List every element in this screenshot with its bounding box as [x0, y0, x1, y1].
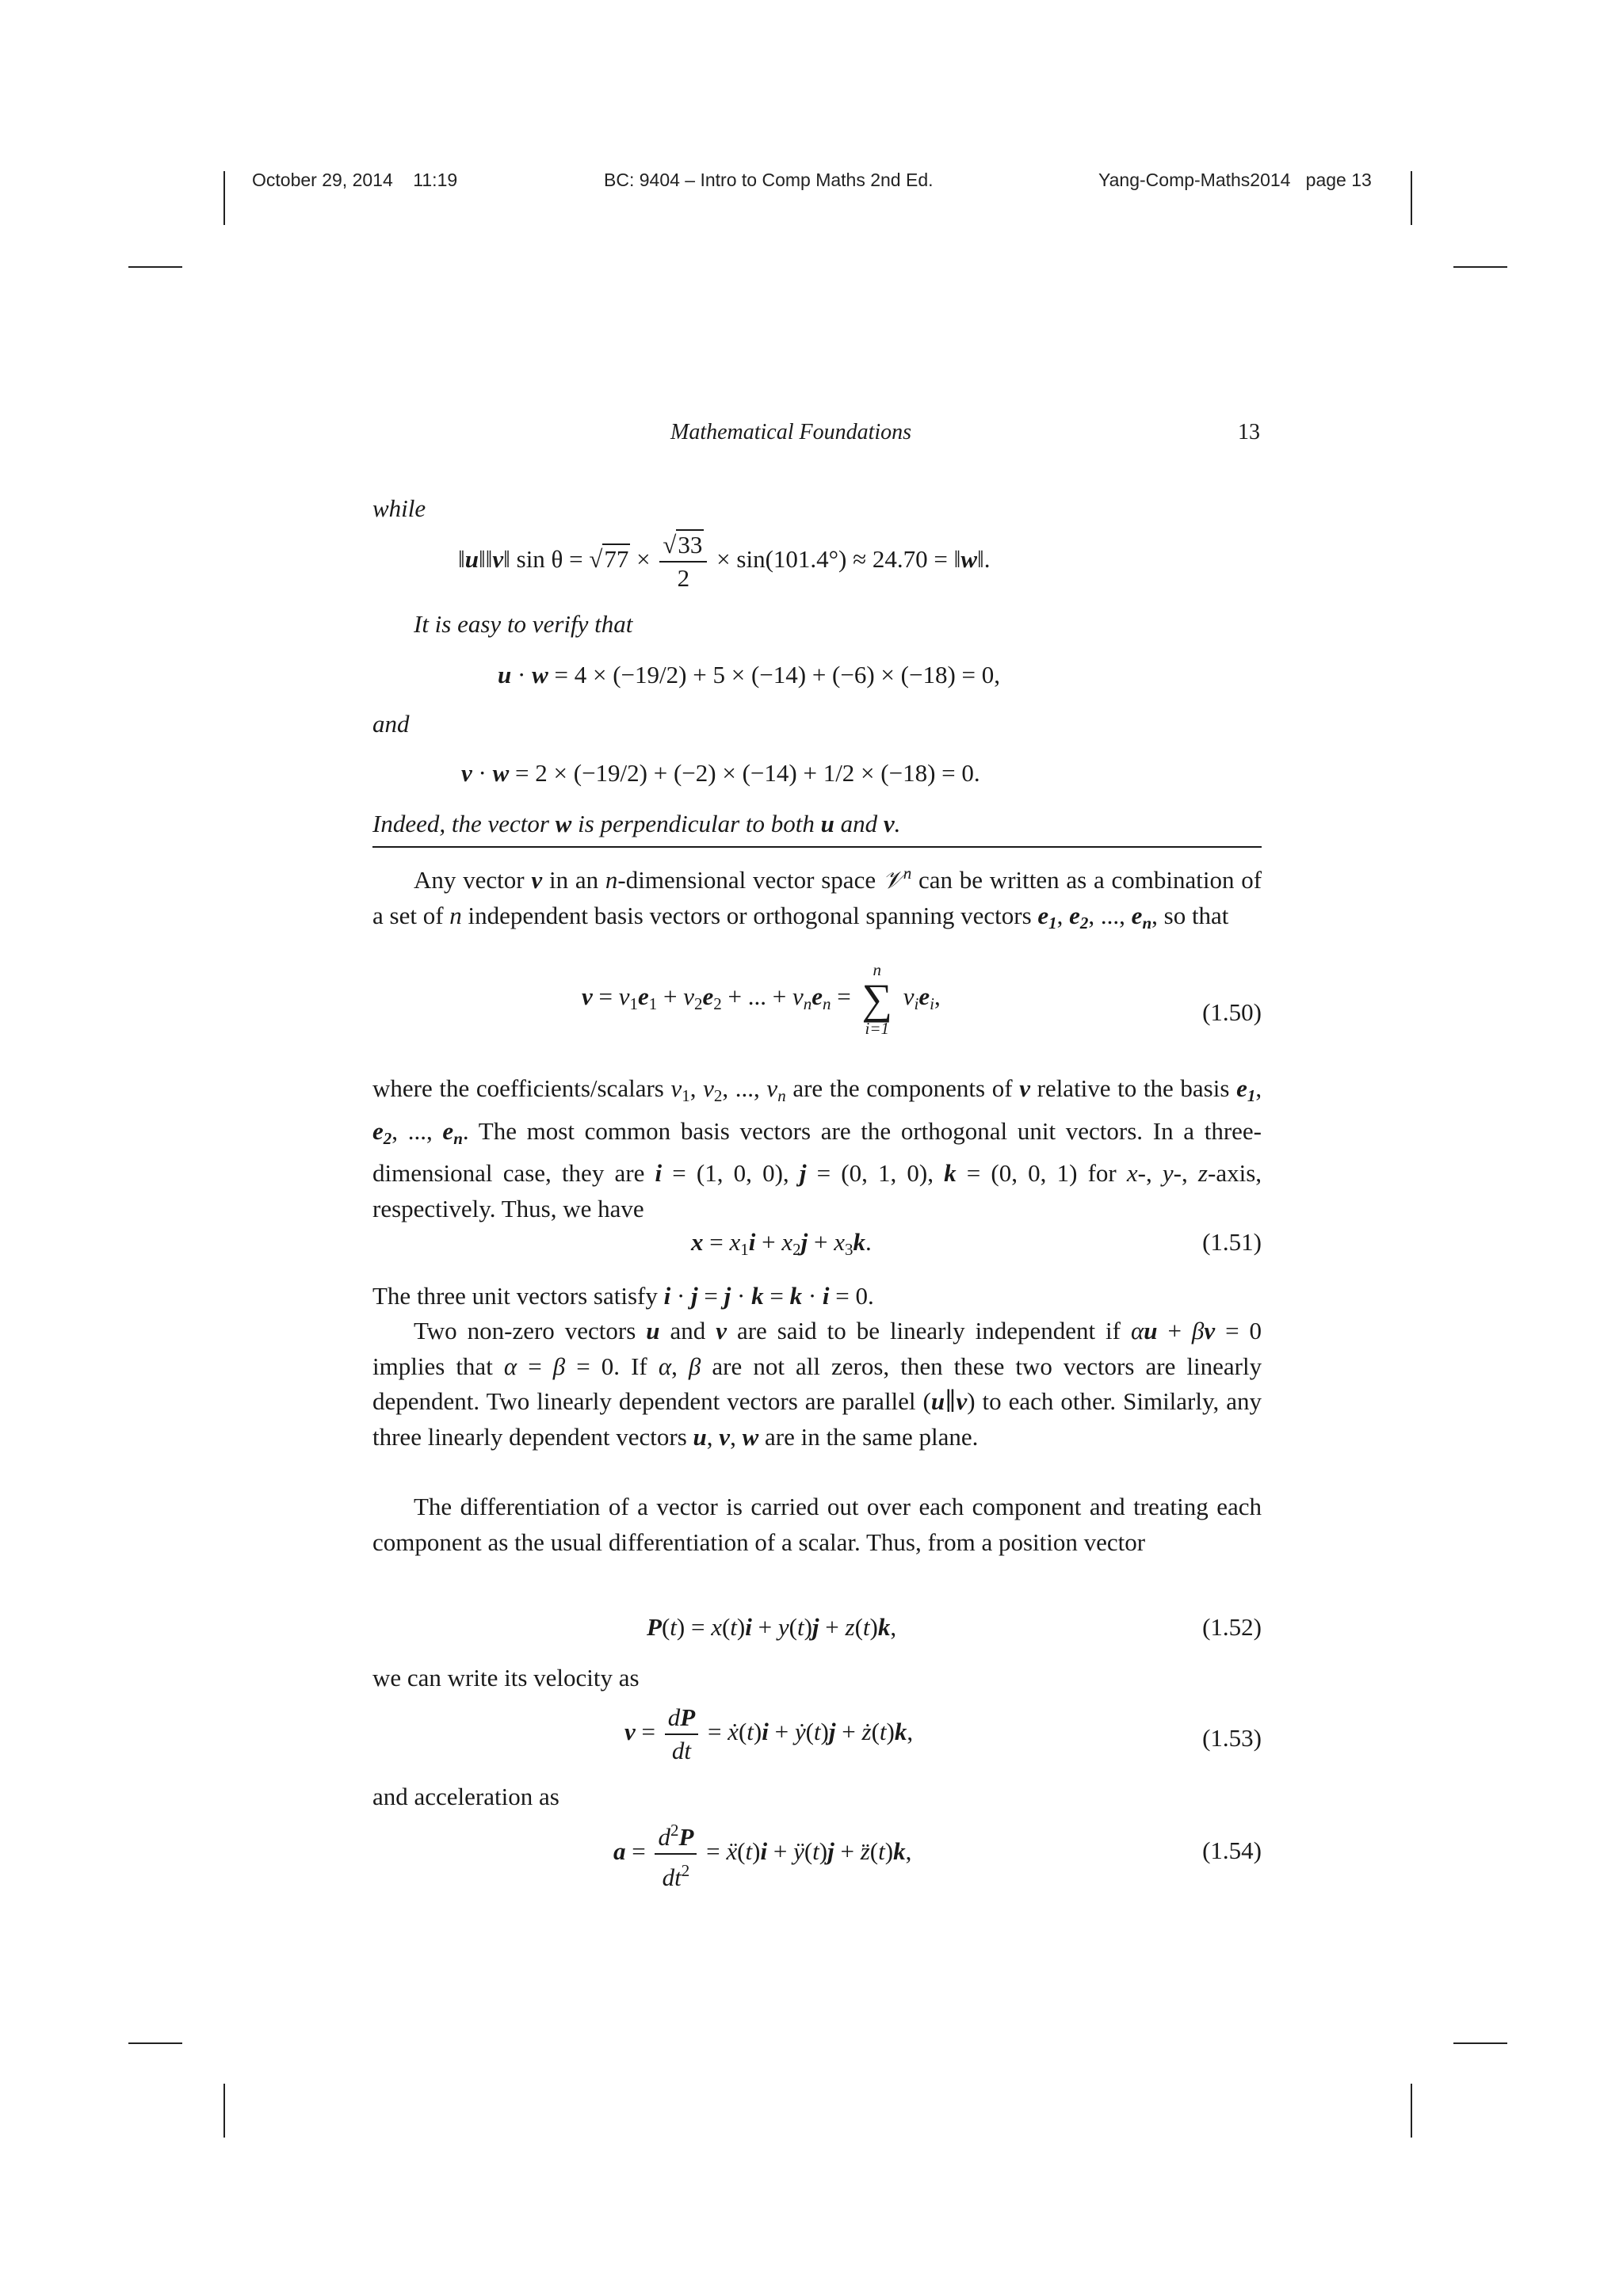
- crop-mark: [1411, 171, 1412, 225]
- word-and: and: [372, 710, 410, 738]
- paragraph-basis-vectors: Any vector v in an n-dimensional vector space 𝒱$^n$ can be written as a combination of a set of n independent basis vectors or orthogonal spanning vectors $e_1$, $e_2$, ..., $e_n$, so that: [372, 864, 1262, 933]
- crop-mark: [1453, 266, 1507, 268]
- paragraph-linear-independence: Two non-zero vectors u and v are said to be linearly independent if αu + βv = 0 implies that α = β = 0. If α, β are not all zeros, then these two vectors are linearly dependent. Two linearly dependent vectors are parallel (u∥v) to each other. Similarly, any three linearly dependent vectors u, v, w are in the same plane.: [372, 1317, 1262, 1451]
- crop-mark: [128, 266, 182, 268]
- equation-number: (1.53): [1202, 1724, 1262, 1752]
- equation-1-52: P(t) = x(t)i + y(t)j + z(t)k,: [647, 1613, 897, 1641]
- text-acceleration: and acceleration as: [372, 1783, 559, 1810]
- paragraph-components: where the coefficients/scalars $v_1$, $v_2$, ..., $v_n$ are the components of v relative to the basis $e_1$, $e_2$, ..., $e_n$. The most common basis vectors are the orthogonal unit vectors. In a three-dimensional case, they are i = (1, 0, 0), j = (0, 1, 0), k = (0, 0, 1) for x-, y-, z-axis, respectively. Thus, we have: [372, 1074, 1262, 1222]
- equation-cross-magnitude: ‖u‖‖v‖ sin θ = √77 × $\frac{√33}{2}$ × sin(101.4°) ≈ 24.70 = ‖w‖.: [458, 531, 991, 592]
- equation-1-50: $v = v_1e_1 + v_2e_2$ + ... + $v_ne_n$ = n ∑ i=1 $v_ie_i$,: [582, 960, 941, 1038]
- print-header-date: October 29, 2014 11:19: [252, 170, 458, 190]
- equation-number: (1.52): [1202, 1613, 1262, 1641]
- print-header-book: BC: 9404 – Intro to Comp Maths 2nd Ed.: [604, 170, 934, 190]
- text-easy-verify: It is easy to verify that: [414, 610, 633, 638]
- equation-1-53: v = $\frac{dP}{dt}$ = ẋ(t)i + ẏ(t)j + ż(t)k,: [624, 1703, 914, 1764]
- text-indeed: Indeed, the vector w is perpendicular to both u and v.: [372, 810, 901, 837]
- print-header-file: Yang-Comp-Maths2014 page 13: [1098, 170, 1372, 190]
- word-while: while: [372, 494, 426, 522]
- running-head-title: Mathematical Foundations: [670, 420, 912, 444]
- text-velocity: we can write its velocity as: [372, 1664, 640, 1691]
- equation-number: (1.51): [1202, 1228, 1262, 1256]
- crop-mark: [223, 171, 225, 225]
- equation-1-54: a = $\frac{d^2P}{dt^2}$ = ẍ(t)i + ÿ(t)j + z̈(t)k,: [613, 1814, 911, 1894]
- crop-mark: [1453, 2042, 1507, 2044]
- running-head-page: 13: [1238, 420, 1260, 444]
- equation-1-51: $x = x_1i + x_2j + x_3k$.: [691, 1228, 872, 1259]
- crop-mark: [1411, 2084, 1412, 2138]
- crop-mark: [128, 2042, 182, 2044]
- example-end-rule: [372, 846, 1262, 848]
- equation-v-dot-w: v · w = 2 × (−19/2) + (−2) × (−14) + 1/2 × (−18) = 0.: [461, 759, 980, 787]
- equation-number: (1.50): [1202, 998, 1262, 1026]
- paragraph-differentiation: The differentiation of a vector is carried out over each component and treating each component as the usual differentiation of a scalar. Thus, from a position vector: [372, 1493, 1262, 1556]
- equation-number: (1.54): [1202, 1836, 1262, 1864]
- paragraph-unit-vectors: The three unit vectors satisfy i · j = j · k = k · i = 0.: [372, 1282, 874, 1310]
- crop-mark: [223, 2084, 225, 2138]
- equation-u-dot-w: u · w = 4 × (−19/2) + 5 × (−14) + (−6) × (−18) = 0,: [498, 661, 1001, 688]
